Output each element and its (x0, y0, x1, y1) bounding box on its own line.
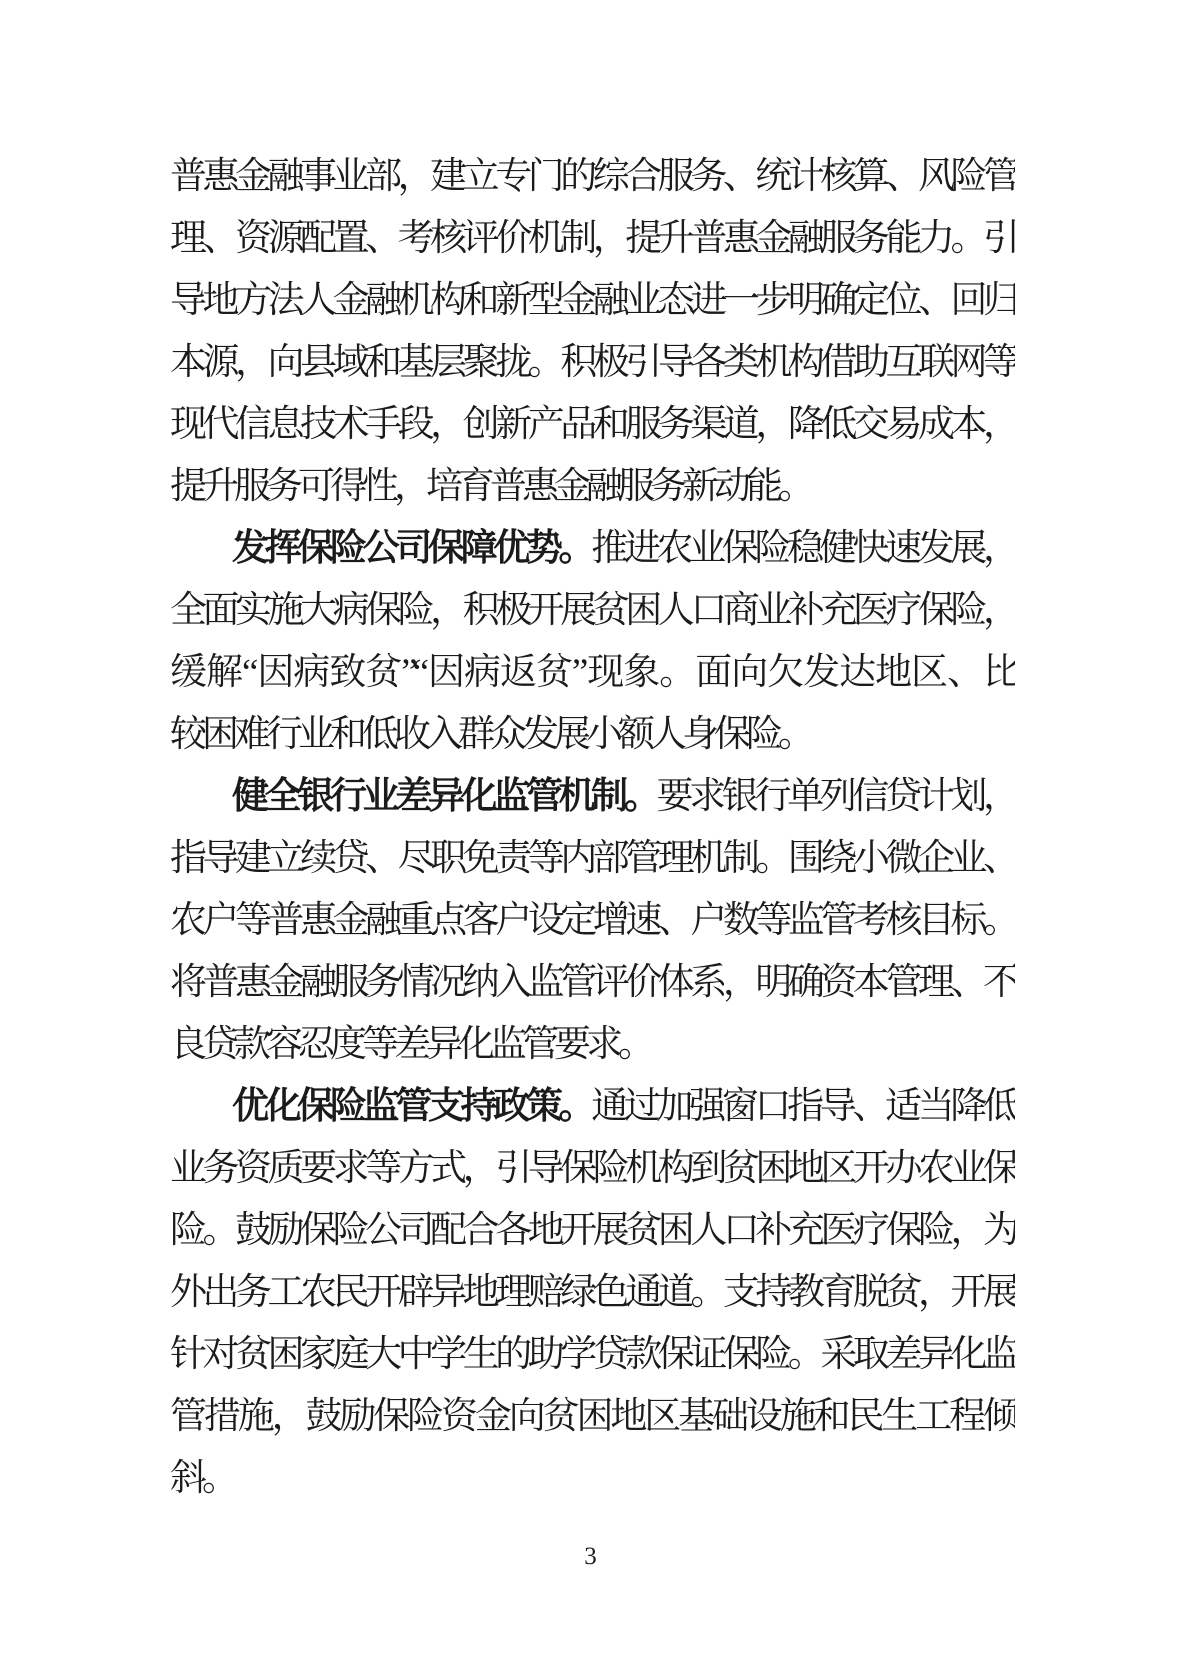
line-text: 缓解“因病致贫”“因病返贫”现象。面向欠发达地区、比 (170, 652, 1015, 693)
text-line (170, 828, 1015, 890)
text-line (170, 1262, 1015, 1324)
line-text: 业务资质要求等方式，引导保险机构到贫困地区开办农业保 (170, 1148, 1015, 1189)
text-line (170, 332, 1015, 394)
line-text: 通过加强窗口指导、适当降低 (591, 1086, 1015, 1127)
text-line (170, 766, 1015, 828)
line-text: 提升服务可得性，培育普惠金融服务新动能。 (170, 466, 810, 507)
line-text: 将普惠金融服务情况纳入监管评价体系，明确资本管理、不 (170, 962, 1015, 1003)
paragraph-heading: 发挥保险公司保障优势。 (232, 528, 592, 569)
text-line (170, 642, 1015, 704)
line-text: 险。鼓励保险公司配合各地开展贫困人口补充医疗保险，为 (170, 1210, 1015, 1251)
line-text: 现代信息技术手段，创新产品和服务渠道，降低交易成本， (170, 404, 1015, 445)
text-line (170, 1138, 1015, 1200)
line-text: 农户等普惠金融重点客户设定增速、户数等监管考核目标。 (170, 900, 1015, 941)
text-line (170, 704, 1015, 766)
text-line (170, 208, 1015, 270)
line-text: 外出务工农民开辟异地理赔绿色通道。支持教育脱贫，开展 (170, 1272, 1015, 1313)
line-text: 推进农业保险稳健快速发展， (591, 528, 1015, 569)
text-line (170, 270, 1015, 332)
text-line (170, 1076, 1015, 1138)
line-text: 要求银行单列信贷计划， (656, 776, 1015, 817)
line-text: 针对贫困家庭大中学生的助学贷款保证保险。采取差异化监 (170, 1334, 1015, 1375)
line-text: 斜。 (170, 1458, 234, 1499)
page-number: 3 (584, 1543, 597, 1570)
text-line (170, 1386, 1015, 1448)
text-line (170, 580, 1015, 642)
text-line (170, 1200, 1015, 1262)
line-text: 理、资源配置、考核评价机制，提升普惠金融服务能力。引 (170, 218, 1015, 259)
paragraph-heading: 优化保险监管支持政策。 (232, 1086, 592, 1127)
line-text: 全面实施大病保险，积极开展贫困人口商业补充医疗保险， (170, 590, 1015, 631)
line-text: 良贷款容忍度等差异化监管要求。 (170, 1024, 650, 1065)
document-body (170, 146, 1015, 1510)
paragraph-heading: 健全银行业差异化监管机制。 (232, 776, 657, 817)
text-line (170, 890, 1015, 952)
text-line (170, 456, 1015, 518)
text-line (170, 952, 1015, 1014)
line-text: 普惠金融事业部，建立专门的综合服务、统计核算、风险管 (170, 156, 1015, 197)
line-text: 较困难行业和低收入群众发展小额人身保险。 (170, 714, 810, 755)
line-text: 本源，向县域和基层聚拢。积极引导各类机构借助互联网等 (170, 342, 1015, 383)
text-line (170, 394, 1015, 456)
text-line (170, 1448, 1015, 1510)
line-text: 管措施，鼓励保险资金向贫困地区基础设施和民生工程倾 (170, 1396, 1015, 1437)
text-line (170, 518, 1015, 580)
text-line (170, 146, 1015, 208)
text-line (170, 1324, 1015, 1386)
line-text: 导地方法人金融机构和新型金融业态进一步明确定位、回归 (170, 280, 1015, 321)
line-text: 指导建立续贷、尽职免责等内部管理机制。围绕小微企业、 (170, 838, 1015, 879)
text-line (170, 1014, 1015, 1076)
